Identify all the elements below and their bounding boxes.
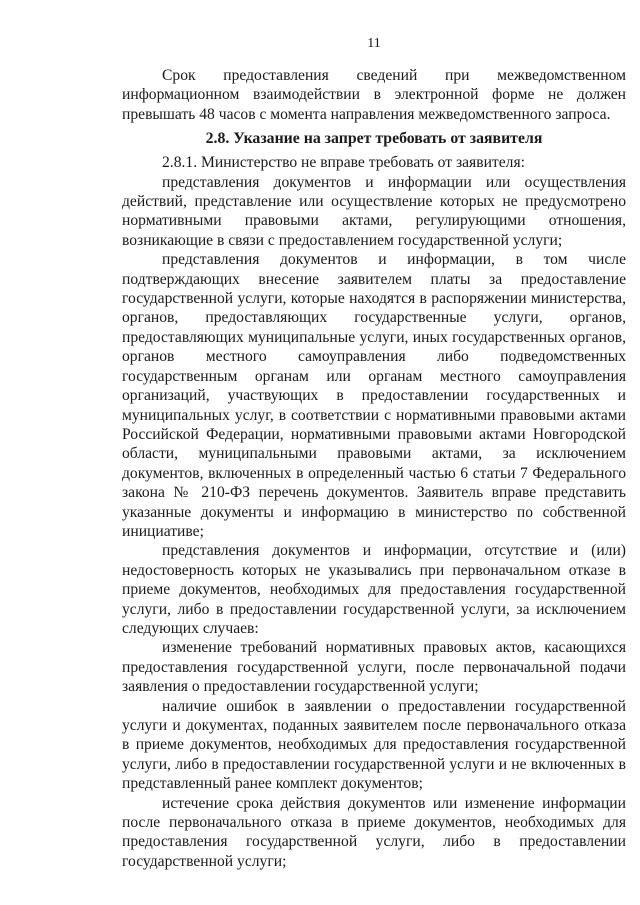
list-item: представления документов и информации, отсутствие и (или) недостоверность которых не указывались при первоначальном отказе в приеме документов, необходимых для предоставления государственной услуги, либо в предоставлении государственной услуги, за исключением следующих случаев: [122, 542, 626, 637]
sub-list-item: наличие ошибок в заявлении о предоставлении государственной услуги и документах, поданных заявителем после первоначального отказа в приеме документов, необходимых для предоставления государственной услуги, либо в предоставлении государственной услуги и не включенных в представленный ранее комплект документов; [122, 697, 626, 793]
clause-2-8-1: 2.8.1. Министерство не вправе требовать от заявителя: [162, 154, 525, 172]
sub-list-item: истечение срока действия документов или изменение информации после первоначального отказа в приеме документов, необходимых для предоставления государственной услуги, либо в предоставлении государственной услуги; [122, 794, 626, 870]
intro-paragraph: Срок предоставления сведений при межведомственном информационном взаимодействии в электронной форме не должен превышать 48 часов с момента направления межведомственного запроса. [122, 67, 626, 123]
page-number: 11 [367, 36, 381, 51]
list-item: представления документов и информации, в том числе подтверждающих внесение заявителем платы за предоставление государственной услуги, которые находятся в распоряжении министерства, органов, предоставляющих государственные услуги, органов, предоставляющих муниципальные услуги, иных государственных органов, органов местного самоуправления либо подведомственных государственным органам или органам местного самоуправления организаций, участвующих в предоставлении государственных и муниципальных услуг, в соответствии с нормативными правовыми актами Российской Федерации, нормативными правовыми актами Новгородской области, муниципальными правовыми актами, за исключением документов, включенных в определенный частью 6 статьи 7 Федерального закона № 210-ФЗ перечень документов. Заявитель вправе представить указанные документы и информацию в министерство по собственной инициативе; [122, 251, 626, 540]
sub-list-item: изменение требований нормативных правовых актов, касающихся предоставления государственной услуги, после первоначальной подачи заявления о предоставлении государственной услуги; [122, 639, 626, 696]
section-heading: 2.8. Указание на запрет требовать от заявителя [205, 130, 543, 148]
list-item: представления документов и информации или осуществления действий, представление или осуществление которых не предусмотрено нормативными правовыми актами, регулирующими отношения, возникающие в связи с предоставлением государственной услуги; [122, 173, 626, 249]
